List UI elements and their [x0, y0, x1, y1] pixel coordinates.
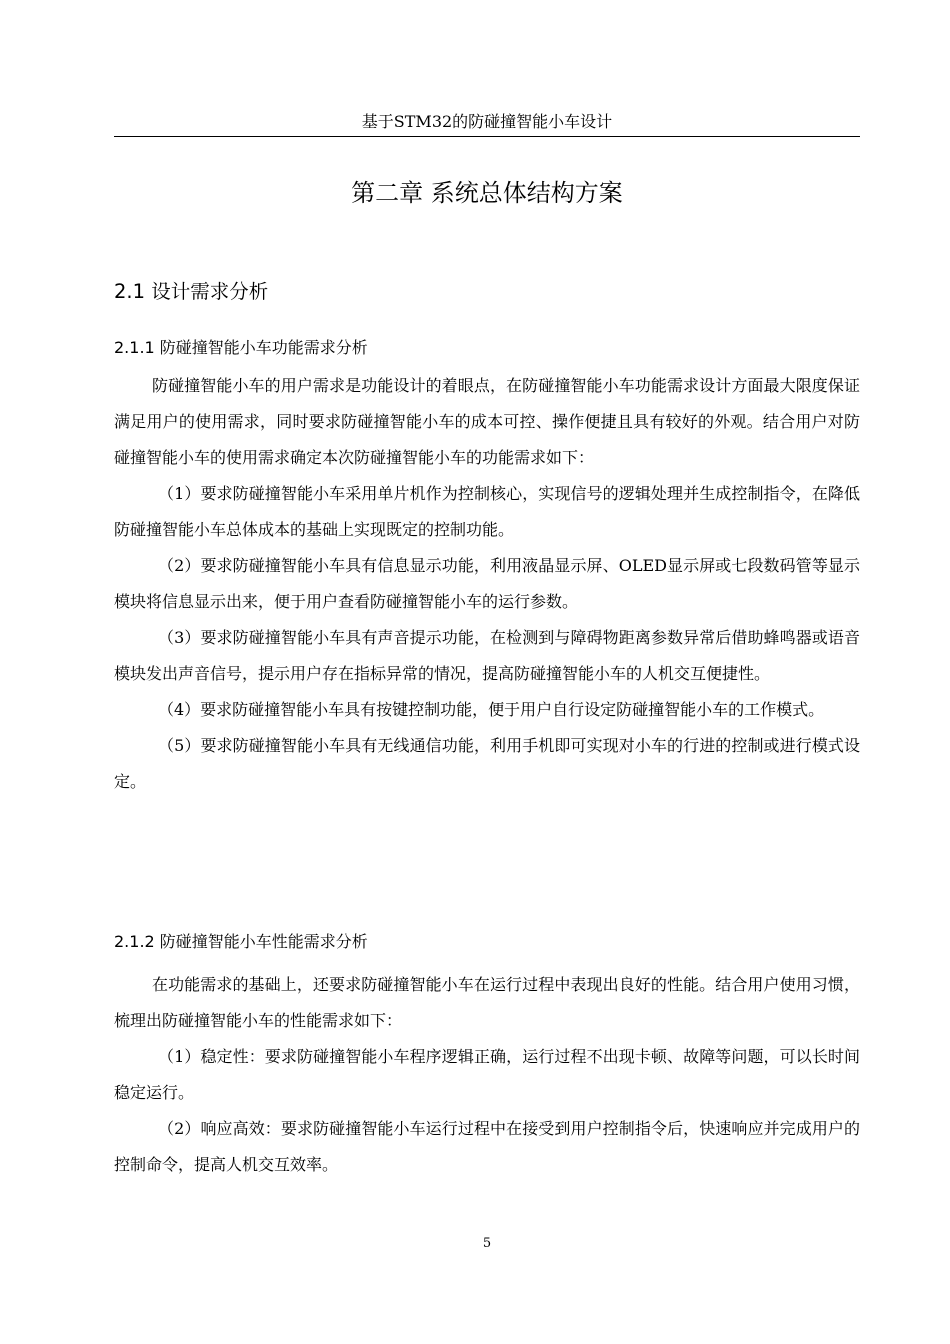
list-item: （1）稳定性：要求防碰撞智能小车程序逻辑正确，运行过程不出现卡顿、故障等问题，可以长时间稳定运行。	[114, 1047, 860, 1102]
list-item: （2）要求防碰撞智能小车具有信息显示功能，利用液晶显示屏、OLED显示屏或七段数码管等显示模块将信息显示出来，便于用户查看防碰撞智能小车的运行参数。	[114, 556, 860, 611]
subsection-title-performance: 2.1.2 防碰撞智能小车性能需求分析	[114, 932, 368, 951]
list-item: （5）要求防碰撞智能小车具有无线通信功能，利用手机即可实现对小车的行进的控制或进行模式设定。	[114, 736, 860, 791]
functional-requirements-body	[114, 368, 860, 800]
list-item: （4）要求防碰撞智能小车具有按键控制功能，便于用户自行设定防碰撞智能小车的工作模式。	[158, 700, 825, 719]
performance-requirements-body	[114, 967, 860, 1183]
list-item: （2）响应高效：要求防碰撞智能小车运行过程中在接受到用户控制指令后，快速响应并完成用户的控制命令，提高人机交互效率。	[114, 1119, 860, 1174]
paragraph: 在功能需求的基础上，还要求防碰撞智能小车在运行过程中表现出良好的性能。结合用户使用习惯，梳理出防碰撞智能小车的性能需求如下：	[114, 975, 860, 1030]
list-item: （3）要求防碰撞智能小车具有声音提示功能，在检测到与障碍物距离参数异常后借助蜂鸣器或语音模块发出声音信号，提示用户存在指标异常的情况，提高防碰撞智能小车的人机交互便捷性。	[114, 628, 860, 683]
paragraph: 防碰撞智能小车的用户需求是功能设计的着眼点，在防碰撞智能小车功能需求设计方面最大限度保证满足用户的使用需求，同时要求防碰撞智能小车的成本可控、操作便捷且具有较好的外观。结合用户对防碰撞智能小车的使用需求确定本次防碰撞智能小车的功能需求如下：	[114, 376, 860, 467]
chapter-title: 第二章 系统总体结构方案	[351, 179, 623, 207]
page-number: 5	[482, 1236, 492, 1251]
section-title: 2.1 设计需求分析	[114, 280, 269, 303]
list-item: （1）要求防碰撞智能小车采用单片机作为控制核心，实现信号的逻辑处理并生成控制指令，在降低防碰撞智能小车总体成本的基础上实现既定的控制功能。	[114, 484, 860, 539]
subsection-title-functional: 2.1.1 防碰撞智能小车功能需求分析	[114, 338, 368, 357]
running-header: 基于STM32的防碰撞智能小车设计	[114, 108, 860, 137]
